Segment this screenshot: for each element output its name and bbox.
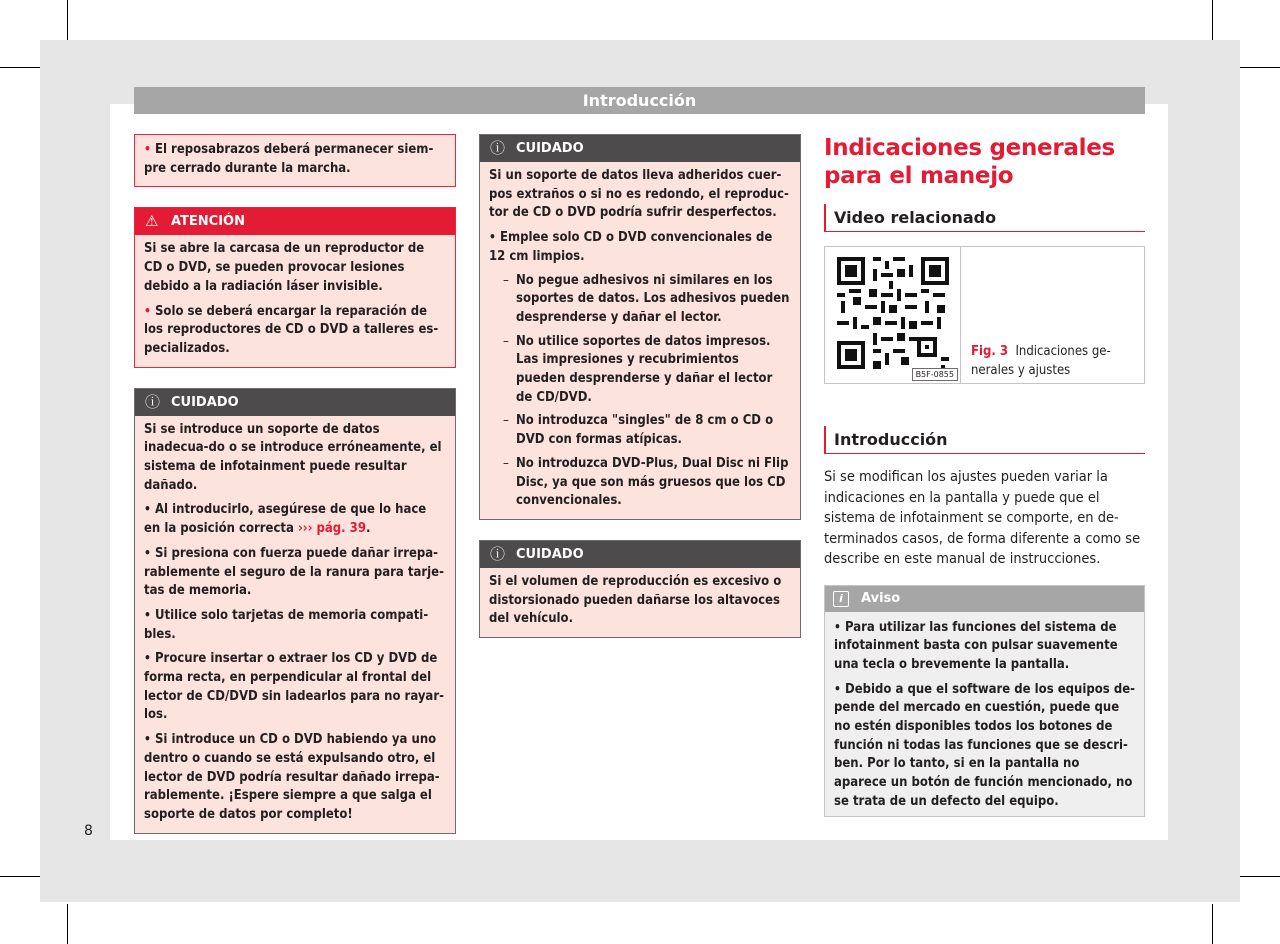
list-item: – No introduzca "singles" de 8 cm o CD o DVD con formas atípicas. [489,412,791,449]
caution-bullet-text: Emplee solo CD o DVD convencionales de 12 cm limpios. [489,230,773,264]
crop-mark [67,904,68,944]
running-header: Introducción [134,87,1145,114]
caution-header [480,135,800,162]
caution-box-volume [479,540,801,638]
crop-mark [0,67,40,68]
page-ref-arrow-icon: ››› [297,521,313,537]
caution-item: Utilice solo tarjetas de memoria compati-bles. [144,607,429,642]
note-header [825,586,1144,612]
intro-heading: Introducción [824,426,1145,454]
crop-mark [67,0,68,40]
warning-title: ATENCIÓN [171,214,245,230]
figure-label: Fig. 3 [971,344,1009,359]
list-item: – No introduzca DVD-Plus, Dual Disc ni Flip Disc, ya que son más gruesos que los CD convencionales. [489,455,791,511]
crop-mark [1240,876,1280,877]
video-heading: Video relacionado [824,204,1145,232]
caution-paragraph: Si el volumen de reproducción es excesivo o distorsionado pueden dañarse los altavoces del vehículo. [489,573,782,627]
crop-mark [1240,67,1280,68]
bullet-icon: • [144,303,151,318]
caution-item: Al introducirlo, asegúrese de que lo hace en la posición correcta [144,502,427,537]
exclamation-circle-icon: ⓘ [145,392,161,411]
caution-box-media: ⓘ CUIDADO Si un soporte de datos lleva adheridos cuer-pos extraños o si no es redondo, el reproduc-tor de CD o DVD podría sufrir desperfectos. • Emplee solo CD o DVD convencionales de 12 cm limpios. – No pegue adhesivos ni similares en los soportes de datos. Los adhesivos pueden desprenderse y dañar el lector. – No utilice soportes de datos impresos. Las impresiones y recubrimientos pueden desprenderse y dañar el lector de CD/DVD. – No introduzca "singles" de 8 cm o CD o DVD con formas atípicas. – No introduzca DVD-Plus, Dual Disc ni Flip Disc, ya que son más gruesos que los CD convencionales. [479,134,801,520]
figure-caption-text: Indicaciones ge-nerales y ajustes [971,344,1111,378]
intro-paragraph: Si se modifican los ajustes pueden variar la indicaciones en la pantalla y puede que el sistema de infotainment se comporte, en de-terminados casos, de forma diferente a como se describe en este manual de instrucciones. [824,469,1141,567]
warning-paragraph: Si se abre la carcasa de un reproductor de CD o DVD, se pueden provocar lesiones debido a la radiación láser invisible. [144,241,425,294]
caution-title: CUIDADO [516,141,584,156]
list-item: – No utilice soportes de datos impresos. Las impresiones y recubrimientos pueden desprenderse y dañar el lector de CD/DVD. [489,333,791,408]
exclamation-circle-icon: ⓘ [490,544,506,563]
armrest-note-text: El reposabrazos deberá permanecer siem-pre cerrado durante la marcha. [144,142,434,176]
crop-mark [0,876,40,877]
caution-title: CUIDADO [516,546,584,562]
page-number: 8 [84,823,93,839]
warning-triangle-icon: ⚠ [145,212,159,231]
qr-code-graphic [837,257,949,369]
caution-paragraph: Si un soporte de datos lleva adheridos cuer-pos extraños o si no es redondo, el reproduc-tor de CD o DVD podría sufrir desperfectos. [489,168,789,221]
caution-header [135,389,455,416]
caution-item: Si introduce un CD o DVD habiendo ya uno dentro o cuando se está expulsando otro, el lector de DVD podría resultar dañado irrepa-rablemente. ¡Espere siempre a que salga el soporte de datos por completo! [144,732,440,822]
warning-box [134,207,456,367]
bullet-icon: • [144,142,151,156]
caution-item: Procure insertar o extraer los CD y DVD de forma recta, en perpendicular al frontal del lector de CD/DVD sin ladearlos para no rayar-los. [144,651,444,723]
note-title: Aviso [861,590,901,606]
section-title: Indicaciones generales para el manejo [824,135,1115,189]
note-box: i Aviso • Para utilizar las funciones del sistema de infotainment basta con pulsar suavemente una tecla o brevemente la pantalla. • Debido a que el software de los equipos de-pende del mercado en cuestión, puede que no estén disponibles todos los botones de función ni todas las funciones que se descri-ben. Por lo tanto, si en la pantalla no aparece un botón de función mencionado, no se trata de un defecto del equipo. [824,585,1145,817]
dash-list [489,272,791,511]
list-item: – No pegue adhesivos ni similares en los soportes de datos. Los adhesivos pueden desprenderse y dañar el lector. [489,272,791,328]
caution-header [480,541,800,568]
warning-bullet-text: Solo se deberá encargar la reparación de los reproductores de CD o DVD a talleres es-pecializados. [144,303,439,356]
exclamation-circle-icon: ⓘ [490,139,506,157]
left-column [134,134,456,854]
crop-mark [1212,904,1213,944]
page-reference-link[interactable]: pág. 39 [316,521,366,537]
note-item: Para utilizar las funciones del sistema de infotainment basta con pulsar suavemente una tecla o brevemente la pantalla. [834,619,1118,672]
figure-caption [971,342,1136,380]
note-item: Debido a que el software de los equipos de-pende del mercado en cuestión, puede que no estén disponibles todos los botones de función ni todas las funciones que se descri-ben. Por lo tanto, si en la pantalla no aparece un botón de función mencionado, no se trata de un defecto del equipo. [834,681,1135,809]
middle-column [479,134,801,658]
figure-video [824,246,1145,384]
qr-code-image[interactable] [825,247,961,383]
caution-title: CUIDADO [171,394,239,410]
warning-header [135,208,455,235]
caution-box-insert: ⓘ CUIDADO Si se introduce un soporte de datos inadecua-do o se introduce erróneamente, el sistema de infotainment puede resultar dañado. • Al introducirlo, asegúrese de que lo hace en la posición correcta ››› pág. 39. • Si presiona con fuerza puede dañar irrepa-rablemente el seguro de la ranura para tarje-tas de memoria. • Utilice solo tarjetas de memoria compati-bles. • Procure insertar o extraer los CD y DVD de forma recta, en perpendicular al frontal del lector de CD/DVD sin ladearlos para no rayar-los. • Si introduce un CD o DVD habiendo ya uno dentro o cuando se está expulsando otro, el lector de DVD podría resultar dañado irrepa-rablemente. ¡Espere siempre a que salga el soporte de datos por completo! [134,388,456,834]
figure-code: B5F-0855 [912,368,958,381]
caution-item: Si presiona con fuerza puede dañar irrepa-rablemente el seguro de la ranura para tarje-tas de memoria. [144,545,444,599]
caution-paragraph: Si se introduce un soporte de datos inadecua-do o se introduce erróneamente, el sistema de infotainment puede resultar dañado. [144,421,442,493]
crop-mark [1212,0,1213,40]
armrest-note-box [134,134,456,187]
right-column [824,134,1145,817]
info-icon: i [833,591,849,607]
